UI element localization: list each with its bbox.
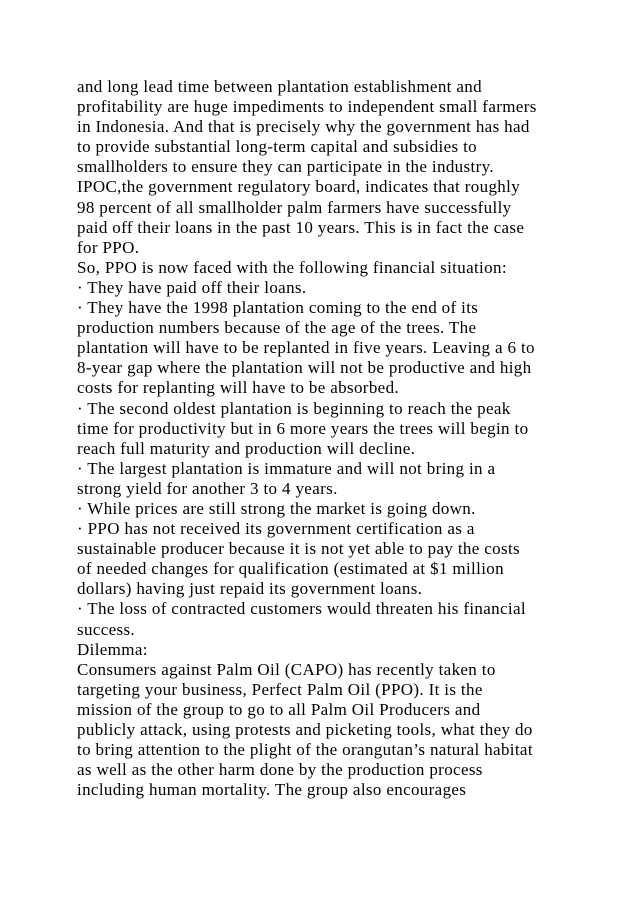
- text-line: publicly attack, using protests and picketing tools, what they do: [77, 720, 533, 739]
- text-line: sustainable producer because it is not yet able to pay the costs: [77, 539, 521, 559]
- text-line: in Indonesia. And that is precisely why the government has had: [77, 117, 530, 137]
- text-line: smallholders to ensure they can participate in the industry.: [77, 157, 494, 177]
- text-line: and long lead time between plantation establishment and: [77, 77, 482, 96]
- text-line: production numbers because of the age of the trees. The: [77, 318, 477, 338]
- text-line: costs for replanting will have to be absorbed.: [77, 378, 400, 398]
- text-line: 8-year gap where the plantation will not be productive and high: [77, 358, 532, 378]
- bullet-line: · The loss of contracted customers would threaten his financial: [77, 599, 526, 619]
- text-line: for PPO.: [77, 237, 140, 257]
- text-line: including human mortality. The group also encourages: [77, 780, 467, 800]
- text-line: IPOC,the government regulatory board, indicates that roughly: [77, 177, 521, 197]
- text-line: So, PPO is now faced with the following financial situation:: [77, 257, 507, 277]
- text-line: to provide substantial long-term capital and subsidies to: [77, 137, 478, 157]
- text-line: time for productivity but in 6 more years the trees will begin to: [77, 418, 529, 438]
- bullet-line: · The second oldest plantation is beginning to reach the peak: [77, 398, 511, 418]
- bullet-line: · PPO has not received its government certification as a: [77, 519, 475, 539]
- bullet-line: · They have the 1998 plantation coming to the end of its: [77, 298, 479, 318]
- text-line: Consumers against Palm Oil (CAPO) has recently taken to: [77, 659, 496, 679]
- text-line: profitability are huge impediments to independent small farmers: [77, 97, 537, 117]
- text-line: mission of the group to go to all Palm Oil Producers and: [77, 699, 481, 719]
- bullet-line: · They have paid off their loans.: [77, 277, 307, 297]
- text-line: paid off their loans in the past 10 years. This is in fact the case: [77, 217, 525, 237]
- bullet-line: · While prices are still strong the market is going down.: [77, 498, 476, 518]
- text-line: dollars) having just repaid its government loans.: [77, 579, 423, 599]
- text-line: reach full maturity and production will decline.: [77, 438, 416, 458]
- text-line: strong yield for another 3 to 4 years.: [77, 478, 338, 498]
- text-line: targeting your business, Perfect Palm Oil (PPO). It is the: [77, 679, 483, 699]
- text-line: 98 percent of all smallholder palm farmers have successfully: [77, 197, 512, 217]
- text-line: plantation will have to be replanted in five years. Leaving a 6 to: [77, 338, 535, 358]
- text-line: of needed changes for qualification (estimated at $1 million: [77, 559, 504, 579]
- bullet-line: · The largest plantation is immature and will not bring in a: [77, 458, 496, 478]
- document-text: [77, 77, 608, 800]
- text-line: as well as the other harm done by the production process: [77, 760, 483, 780]
- text-line: success.: [77, 619, 136, 639]
- text-line: to bring attention to the plight of the orangutan’s natural habitat: [77, 740, 533, 760]
- section-heading: Dilemma:: [77, 639, 148, 659]
